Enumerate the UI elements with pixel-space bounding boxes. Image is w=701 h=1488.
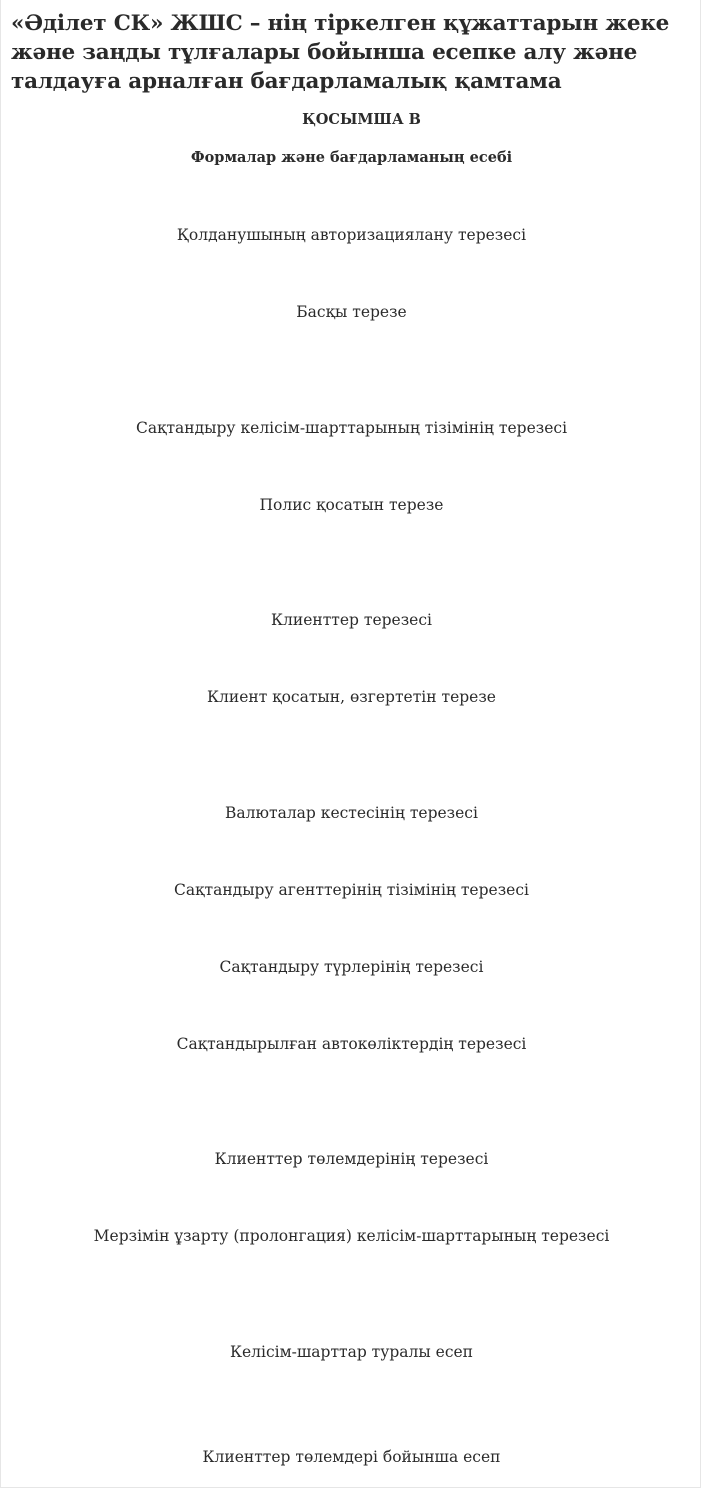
list-item: Келісім-шарттар туралы есеп: [229, 1343, 474, 1361]
list-item: Валюталар кестесінің терезесі: [225, 804, 478, 822]
list-item: Сақтандырылған автокөліктердің терезесі: [176, 1035, 527, 1053]
list-item: Клиенттер төлемдері бойынша есеп: [202, 1448, 501, 1466]
list-item: Сақтандыру келісім-шарттарының тізімінің терезесі: [135, 419, 568, 437]
section-subtitle: Формалар және бағдарламаның есебі: [190, 149, 513, 166]
list-item: Клиенттер терезесі: [271, 611, 432, 629]
list-item: Полис қосатын терезе: [259, 496, 444, 514]
document-title: «Әділет СК» ЖШС – нің тіркелген құжаттарын жеке және заңды тұлғалары бойынша есепке алу және талдауға арналған бағдарламалық қамтама: [11, 11, 670, 94]
list-item: Қолданушының авторизациялану терезесі: [176, 226, 527, 244]
list-item: Клиент қосатын, өзгертетін терезе: [207, 688, 496, 706]
list-item: Сақтандыру түрлерінің терезесі: [219, 958, 484, 976]
list-item: Мерзімін ұзарту (пролонгация) келісім-шарттарының терезесі: [93, 1227, 610, 1245]
list-item: Клиенттер төлемдерінің терезесі: [214, 1150, 489, 1168]
list-item: Сақтандыру агенттерінің тізімінің терезесі: [174, 881, 529, 899]
list-item: Басқы терезе: [296, 303, 407, 321]
appendix-label: ҚОСЫМША В: [302, 111, 421, 128]
